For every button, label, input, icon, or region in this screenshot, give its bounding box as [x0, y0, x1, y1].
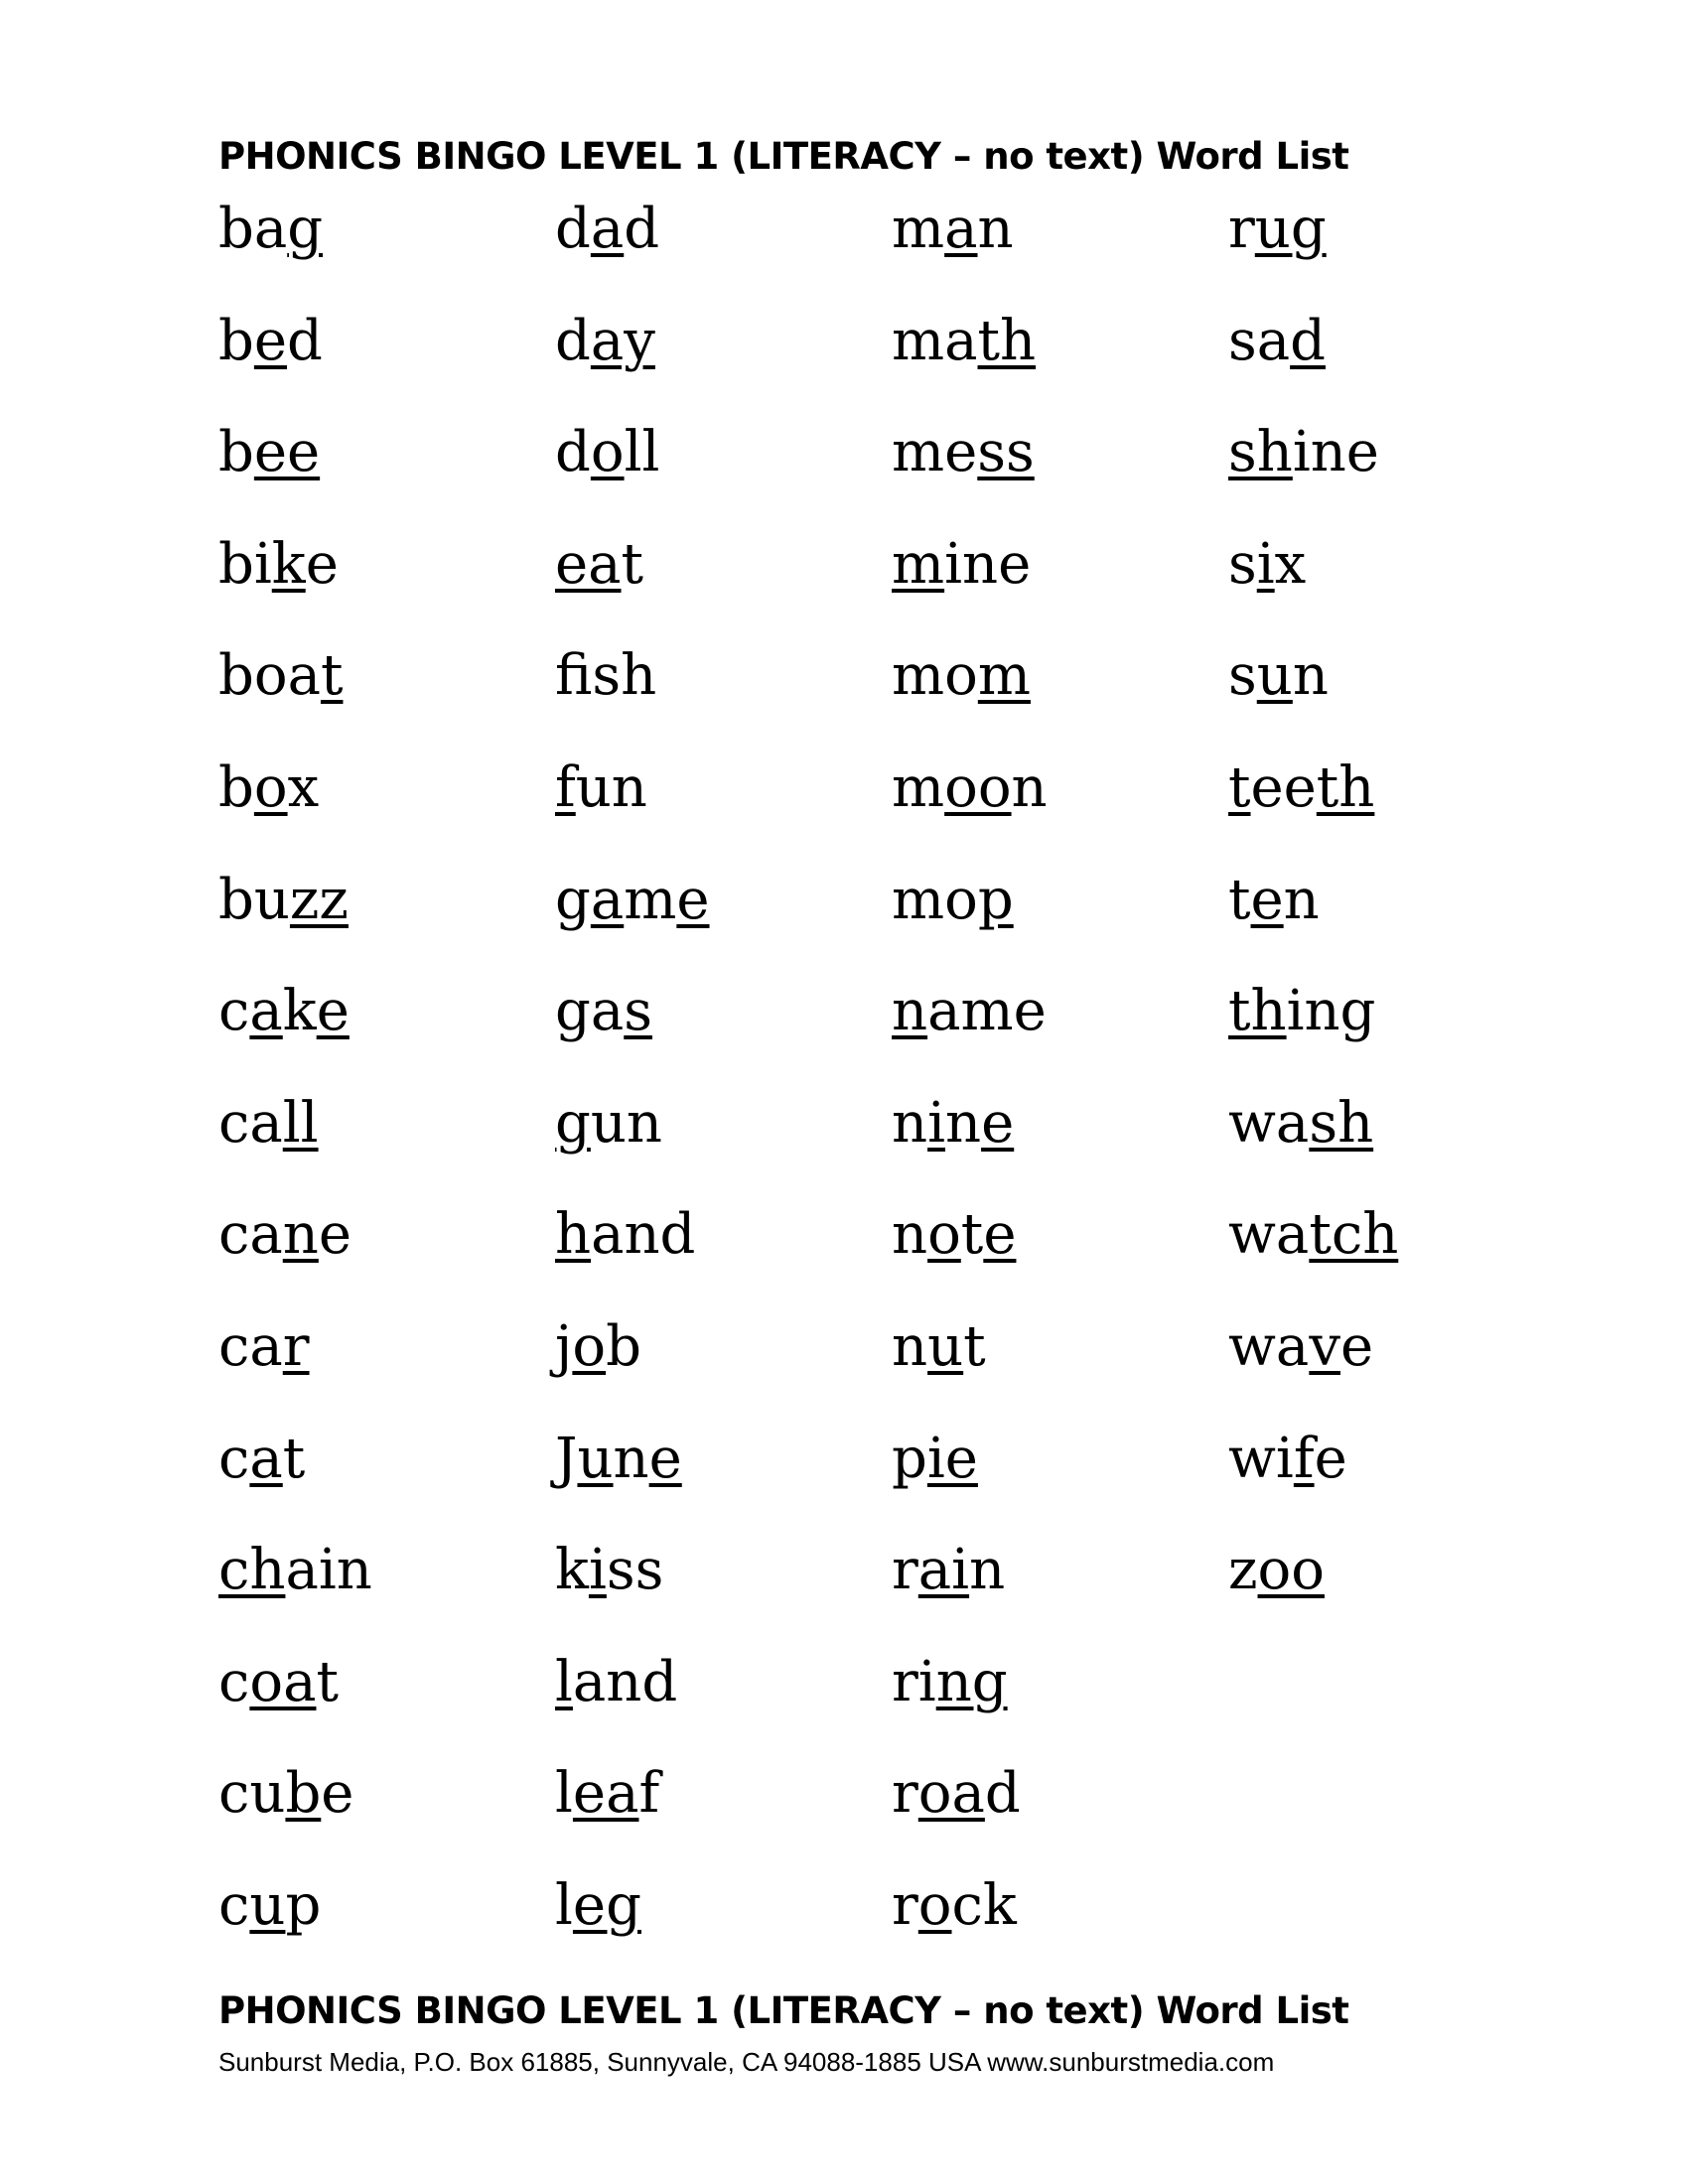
- underlined-letters: oo: [944, 754, 1012, 820]
- word-item: cup: [218, 1872, 322, 1938]
- underlined-letters: ch: [218, 1538, 286, 1603]
- word-item: bike: [218, 531, 339, 597]
- underlined-letters: n: [282, 1202, 319, 1268]
- underlined-letters: o: [917, 1872, 952, 1938]
- word-row: [218, 1648, 1609, 1760]
- word-row: [218, 530, 1609, 642]
- word-row: [218, 195, 1609, 307]
- word-item: cake: [218, 979, 350, 1044]
- underlined-letters: e: [253, 308, 287, 373]
- word-row: [218, 641, 1609, 753]
- underlined-letters: ng: [935, 1649, 1008, 1714]
- word-item: chain: [218, 1538, 372, 1603]
- underlined-letters: f: [1293, 1426, 1315, 1491]
- underlined-letters: e: [676, 867, 710, 932]
- word-row: [218, 1536, 1609, 1648]
- word-row: [218, 418, 1609, 530]
- underlined-letters: ug: [1254, 197, 1327, 261]
- underlined-letters: a: [944, 197, 978, 261]
- word-item: mom: [892, 643, 1031, 709]
- underlined-letters: ay: [590, 308, 655, 373]
- word-item: mess: [892, 420, 1035, 485]
- underlined-letters: o: [253, 754, 288, 820]
- word-item: ten: [1228, 867, 1320, 932]
- word-item: teeth: [1228, 754, 1375, 820]
- word-item: math: [892, 308, 1037, 373]
- underlined-letters: f: [555, 754, 576, 820]
- word-item: watch: [1228, 1202, 1399, 1268]
- underlined-letters: s: [624, 979, 652, 1044]
- word-item: day: [555, 308, 655, 373]
- underlined-letters: th: [1228, 979, 1287, 1044]
- underlined-letters: l: [555, 1649, 573, 1714]
- underlined-letters: th: [1316, 754, 1375, 820]
- word-item: boat: [218, 643, 344, 709]
- word-item: rock: [892, 1872, 1017, 1938]
- word-item: bed: [218, 308, 323, 373]
- underlined-letters: d: [1290, 308, 1326, 373]
- underlined-letters: e: [981, 1090, 1015, 1156]
- underlined-letters: i: [588, 1538, 607, 1603]
- word-item: rug: [1228, 197, 1327, 261]
- underlined-letters: ai: [917, 1538, 970, 1603]
- word-item: moon: [892, 754, 1048, 820]
- underlined-letters: v: [1309, 1313, 1340, 1379]
- underlined-letters: a: [590, 867, 625, 932]
- underlined-letters: g: [287, 197, 324, 261]
- underlined-letters: a: [249, 1426, 283, 1491]
- word-item: buzz: [218, 867, 349, 932]
- footer-title: PHONICS BINGO LEVEL 1 (LITERACY – no text) Word List: [218, 1989, 1349, 2032]
- word-item: fun: [555, 754, 647, 820]
- underlined-letters: u: [577, 1426, 614, 1491]
- word-item: call: [218, 1090, 319, 1156]
- word-item: eat: [555, 531, 644, 597]
- underlined-letters: t: [320, 643, 344, 709]
- word-item: land: [555, 1649, 678, 1714]
- underlined-letters: b: [285, 1761, 322, 1827]
- word-item: job: [555, 1313, 641, 1379]
- word-item: cat: [218, 1426, 306, 1491]
- underlined-letters: zz: [289, 867, 349, 932]
- underlined-letters: i: [1256, 531, 1275, 597]
- underlined-letters: u: [249, 1872, 286, 1938]
- word-item: bee: [218, 420, 321, 485]
- underlined-letters: r: [282, 1313, 310, 1379]
- word-item: nine: [892, 1090, 1015, 1156]
- word-row: [218, 1200, 1609, 1312]
- word-row: [218, 866, 1609, 978]
- underlined-letters: th: [977, 308, 1037, 373]
- word-item: six: [1228, 531, 1307, 597]
- underlined-letters: m: [892, 531, 945, 597]
- underlined-letters: o: [572, 1313, 607, 1379]
- underlined-letters: h: [555, 1202, 592, 1268]
- underlined-letters: p: [977, 867, 1014, 932]
- word-item: man: [892, 197, 1014, 261]
- underlined-letters: ea: [555, 531, 622, 597]
- word-item: wife: [1228, 1426, 1347, 1491]
- underlined-letters: ss: [977, 420, 1035, 485]
- word-row: [218, 753, 1609, 866]
- underlined-letters: e: [648, 1426, 682, 1491]
- word-item: thing: [1228, 979, 1376, 1044]
- word-item: mine: [892, 531, 1032, 597]
- underlined-letters: e: [1250, 867, 1284, 932]
- word-item: leaf: [555, 1761, 660, 1827]
- word-item: sun: [1228, 643, 1329, 709]
- word-item: gas: [555, 979, 652, 1044]
- underlined-letters: o: [590, 420, 625, 485]
- page-title: PHONICS BINGO LEVEL 1 (LITERACY – no text) Word List: [218, 135, 1349, 178]
- word-item: mop: [892, 867, 1014, 932]
- underlined-letters: g: [555, 1090, 591, 1156]
- word-item: cane: [218, 1202, 352, 1268]
- underlined-letters: o: [927, 1202, 961, 1268]
- word-item: car: [218, 1313, 310, 1379]
- word-item: hand: [555, 1202, 696, 1268]
- underlined-letters: oo: [1257, 1538, 1325, 1603]
- underlined-letters: e: [983, 1202, 1017, 1268]
- word-item: rain: [892, 1538, 1006, 1603]
- underlined-letters: eg: [572, 1872, 641, 1938]
- word-item: sad: [1228, 308, 1326, 373]
- word-item: note: [892, 1202, 1017, 1268]
- word-item: fsh: [555, 643, 657, 709]
- underlined-letters: sh: [1309, 1090, 1374, 1156]
- word-item: game: [555, 867, 710, 932]
- word-row: [218, 1312, 1609, 1425]
- underlined-letters: sh: [1228, 420, 1293, 485]
- word-item: June: [555, 1426, 682, 1491]
- word-item: gun: [555, 1090, 662, 1156]
- word-item: shine: [1228, 420, 1379, 485]
- underlined-letters: tch: [1309, 1202, 1399, 1268]
- word-item: box: [218, 754, 320, 820]
- underlined-letters: e: [316, 979, 350, 1044]
- underlined-letters: oa: [917, 1761, 985, 1827]
- underlined-letters: u: [1256, 643, 1293, 709]
- underlined-letters: ee: [253, 420, 321, 485]
- underlined-letters: k: [271, 531, 306, 597]
- word-item: dad: [555, 197, 660, 261]
- word-row: [218, 977, 1609, 1089]
- underlined-letters: a: [249, 979, 283, 1044]
- word-item: pie: [892, 1426, 978, 1491]
- word-item: kiss: [555, 1538, 664, 1603]
- underlined-letters: oa: [249, 1649, 317, 1714]
- underlined-letters: a: [590, 197, 625, 261]
- underlined-letters: ll: [282, 1090, 319, 1156]
- footer-credit: Sunburst Media, P.O. Box 61885, Sunnyvale, CA 94088-1885 USA www.sunburstmedia.com: [218, 2047, 1275, 2077]
- word-item: cube: [218, 1761, 354, 1827]
- word-item: bag: [218, 197, 324, 261]
- underlined-letters: n: [892, 979, 928, 1044]
- word-row: [218, 1871, 1609, 1983]
- word-row: [218, 1089, 1609, 1201]
- underlined-letters: ea: [572, 1761, 639, 1827]
- word-item: coat: [218, 1649, 339, 1714]
- underlined-letters: i: [927, 1090, 945, 1156]
- word-row: [218, 307, 1609, 419]
- word-item: nut: [892, 1313, 986, 1379]
- word-row: [218, 1425, 1609, 1537]
- underlined-letters: m: [977, 643, 1031, 709]
- underlined-letters: u: [927, 1313, 964, 1379]
- word-item: road: [892, 1761, 1021, 1827]
- word-item: wave: [1228, 1313, 1374, 1379]
- word-list-grid: [218, 195, 1609, 1983]
- underlined-letters: t: [1228, 754, 1251, 820]
- word-item: name: [892, 979, 1047, 1044]
- underlined-letters: ie: [926, 1426, 978, 1491]
- word-item: doll: [555, 420, 660, 485]
- word-item: zoo: [1228, 1538, 1325, 1603]
- word-item: wash: [1228, 1090, 1374, 1156]
- word-item: ring: [892, 1649, 1008, 1714]
- word-row: [218, 1759, 1609, 1871]
- word-item: leg: [555, 1872, 641, 1938]
